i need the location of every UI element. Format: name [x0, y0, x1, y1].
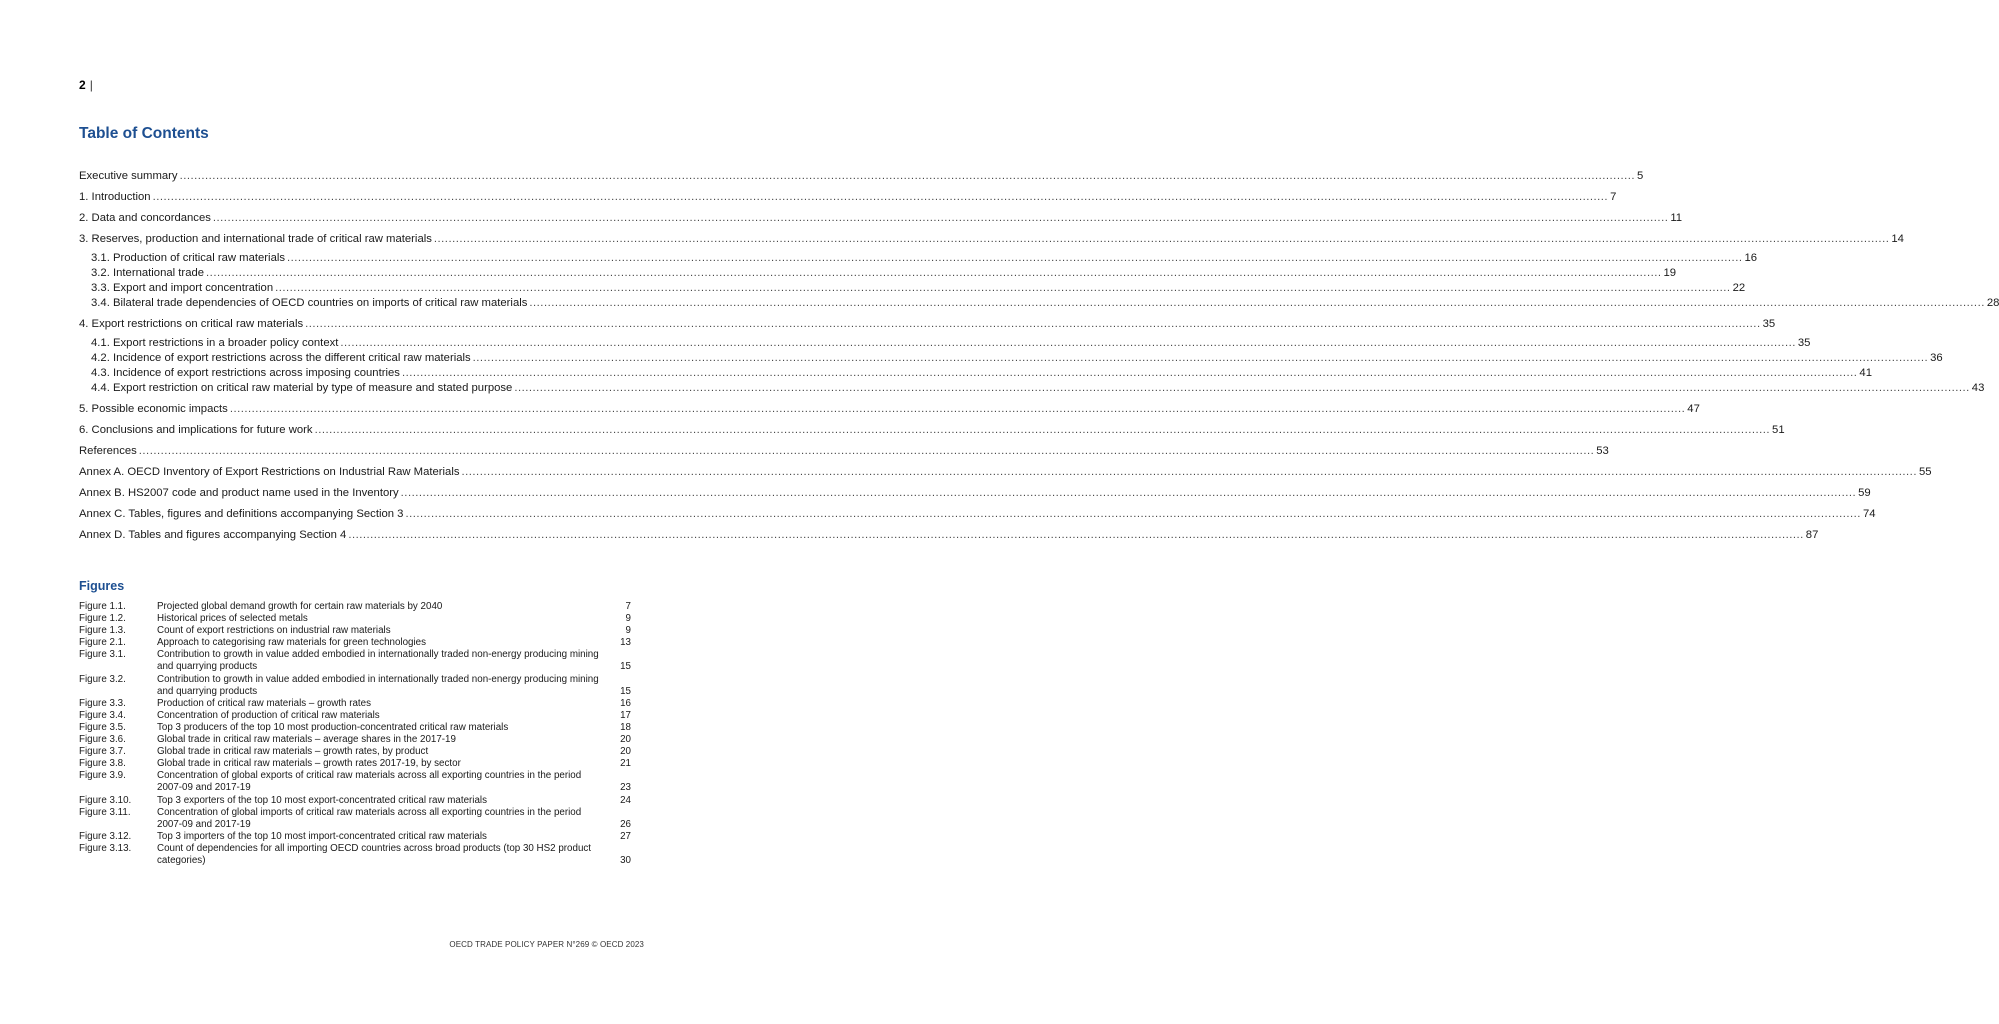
toc-entry-title: Annex B. HS2007 code and product name used in the Inventory [79, 487, 399, 499]
figure-label: Figure 3.9. [79, 770, 126, 782]
toc-entry[interactable] [79, 232, 1904, 247]
figure-page: 23 [620, 782, 631, 794]
figure-label: Figure 3.8. [79, 758, 126, 770]
toc-entry[interactable] [79, 351, 1943, 366]
figure-title: Global trade in critical raw materials – growth rates, by product [157, 746, 429, 758]
toc-leader-dots: ................................................................................................................................................................................................................................................................................................................................................................................................................ [229, 403, 1686, 415]
figure-title: Concentration of global exports of critical raw materials across all exporting countries in the period 2007-09 and 2017-19 [157, 770, 582, 794]
toc-entry[interactable] [79, 251, 1758, 266]
figure-label: Figure 3.1. [79, 649, 126, 661]
toc-entry-title: 5. Possible economic impacts [79, 403, 228, 415]
figure-title: Approach to categorising raw materials for green technologies [157, 637, 427, 649]
figure-page: 26 [620, 818, 631, 830]
toc-leader-dots: ................................................................................................................................................................................................................................................................................................................................................................................................................ [305, 318, 1761, 330]
figure-page: 9 [625, 613, 631, 625]
figure-title: Contribution to growth in value added embodied in internationally traded non-energy producing mining and quarrying products [157, 649, 599, 673]
figure-label: Figure 3.5. [79, 721, 126, 733]
page-number-separator: | [89, 78, 93, 92]
figure-label: Figure 1.3. [79, 625, 126, 637]
figure-page: 18 [620, 721, 631, 733]
toc-leader-dots: ................................................................................................................................................................................................................................................................................................................................................................................................................ [275, 282, 1731, 294]
toc-leader-dots: ................................................................................................................................................................................................................................................................................................................................................................................................................ [400, 487, 1857, 499]
toc-entry-page: 5 [1637, 170, 1644, 182]
toc-entry-page: 51 [1772, 424, 1785, 436]
page-footer: OECD TRADE POLICY PAPER N°269 © OECD 2023 [449, 940, 644, 949]
toc-entry-page: 7 [1610, 191, 1617, 203]
toc-entry[interactable] [79, 266, 1677, 281]
figure-title: Concentration of global imports of critical raw materials across all exporting countries in the period 2007-09 and 2017-19 [157, 806, 582, 830]
toc-leader-dots: ................................................................................................................................................................................................................................................................................................................................................................................................................ [314, 424, 1771, 436]
toc-entry-page: 35 [1762, 318, 1776, 330]
toc-entry-title: 1. Introduction [79, 191, 151, 203]
figure-page: 17 [620, 709, 631, 721]
figure-page: 30 [620, 854, 631, 866]
toc-entry[interactable] [79, 507, 1876, 522]
figure-entry[interactable] [79, 843, 631, 867]
toc-leader-dots: ................................................................................................................................................................................................................................................................................................................................................................................................................ [152, 191, 1609, 203]
toc-entry-title: 2. Data and concordances [79, 212, 211, 224]
figure-label: Figure 1.1. [79, 601, 126, 612]
figure-entry[interactable] [79, 698, 631, 710]
toc-entry[interactable] [79, 381, 1985, 396]
toc-entry[interactable] [79, 486, 1871, 501]
toc-entry-title: 4.4. Export restriction on critical raw material by type of measure and stated purpose [91, 382, 513, 394]
figure-entry[interactable] [79, 601, 631, 613]
figure-entry[interactable] [79, 758, 631, 770]
figure-title: Global trade in critical raw materials – average shares in the 2017-19 [157, 734, 456, 746]
figure-page: 21 [620, 758, 631, 770]
toc-entry[interactable] [79, 169, 1644, 184]
figure-label: Figure 3.13. [79, 842, 132, 854]
toc-leader-dots: ................................................................................................................................................................................................................................................................................................................................................................................................................ [348, 529, 1804, 541]
figure-entry[interactable] [79, 734, 631, 746]
figure-entry[interactable] [79, 710, 631, 722]
toc-entry-title: 6. Conclusions and implications for future work [79, 424, 313, 436]
toc-entry-page: 35 [1797, 337, 1811, 349]
figure-page: 16 [620, 697, 631, 709]
figure-title: Global trade in critical raw materials – growth rates 2017-19, by sector [157, 758, 461, 770]
page-number [79, 78, 93, 92]
toc-entry[interactable] [79, 465, 1932, 480]
toc-entry-title: 3.2. International trade [91, 267, 205, 279]
figure-entry[interactable] [79, 637, 631, 649]
toc-entry-page: 47 [1687, 403, 1700, 415]
figure-title: Top 3 producers of the top 10 most production-concentrated critical raw materials [157, 721, 509, 733]
figure-label: Figure 3.3. [79, 697, 126, 709]
toc-entry-page: 43 [1971, 382, 1985, 394]
figure-label: Figure 3.7. [79, 746, 126, 758]
figure-page: 24 [620, 794, 631, 806]
figure-entry[interactable] [79, 807, 631, 831]
figure-page: 20 [620, 734, 631, 746]
toc-leader-dots: ................................................................................................................................................................................................................................................................................................................................................................................................................ [138, 445, 1595, 457]
toc-leader-dots: ................................................................................................................................................................................................................................................................................................................................................................................................................ [212, 212, 1669, 224]
figure-page: 9 [625, 625, 631, 637]
figure-label: Figure 2.1. [79, 637, 126, 649]
toc-entry[interactable] [79, 444, 1609, 459]
toc-entry-page: 28 [1986, 297, 1999, 309]
toc-entry[interactable] [79, 296, 1999, 311]
toc-entry-title: 3. Reserves, production and international trade of critical raw materials [79, 233, 432, 245]
figures-title: Figures [79, 579, 125, 593]
figure-label: Figure 3.2. [79, 673, 126, 685]
toc-entry-title: Annex D. Tables and figures accompanying Section 4 [79, 529, 347, 541]
toc-entry[interactable] [79, 366, 1872, 381]
toc-entry-title: 3.3. Export and import concentration [91, 282, 274, 294]
toc-entry[interactable] [79, 423, 1785, 438]
page-number-value: 2 [79, 78, 86, 92]
figure-page: 20 [620, 746, 631, 758]
figure-title: Count of dependencies for all importing OECD countries across broad products (top 30 HS2 product categories) [157, 842, 592, 866]
toc-entry-title: References [79, 445, 137, 457]
toc-leader-dots: ................................................................................................................................................................................................................................................................................................................................................................................................................ [405, 508, 1861, 520]
toc-entry-page: 53 [1596, 445, 1609, 457]
toc-entry-page: 74 [1862, 508, 1876, 520]
figure-title: Contribution to growth in value added embodied in internationally traded non-energy producing mining and quarrying products [157, 673, 599, 697]
figure-entry[interactable] [79, 674, 631, 698]
toc-entry-page: 55 [1918, 466, 1932, 478]
figure-title: Production of critical raw materials – growth rates [157, 697, 371, 709]
figure-title: Top 3 importers of the top 10 most import-concentrated critical raw materials [157, 830, 487, 842]
toc-entry[interactable] [79, 211, 1683, 226]
figure-entry[interactable] [79, 831, 631, 843]
figure-entry[interactable] [79, 770, 631, 794]
toc-leader-dots: ................................................................................................................................................................................................................................................................................................................................................................................................................ [287, 252, 1743, 264]
toc-leader-dots: ................................................................................................................................................................................................................................................................................................................................................................................................................ [461, 466, 1917, 478]
figure-entry[interactable] [79, 613, 631, 625]
toc-entry-title: Annex C. Tables, figures and definitions accompanying Section 3 [79, 508, 404, 520]
figure-entry[interactable] [79, 795, 631, 807]
toc-leader-dots: ................................................................................................................................................................................................................................................................................................................................................................................................................ [401, 367, 1858, 379]
toc-entry-page: 11 [1670, 212, 1683, 224]
toc-leader-dots: ................................................................................................................................................................................................................................................................................................................................................................................................................ [433, 233, 1890, 245]
toc-leader-dots: ................................................................................................................................................................................................................................................................................................................................................................................................................ [340, 337, 1796, 349]
toc-entry[interactable] [79, 317, 1776, 332]
toc-leader-dots: ................................................................................................................................................................................................................................................................................................................................................................................................................ [179, 170, 1636, 182]
toc-entry-page: 19 [1663, 267, 1677, 279]
toc-entry-title: 4.2. Incidence of export restrictions across the different critical raw materials [91, 352, 471, 364]
toc-entry-page: 16 [1744, 252, 1758, 264]
figure-entry[interactable] [79, 625, 631, 637]
toc-entry-page: 87 [1805, 529, 1819, 541]
toc-entry[interactable] [79, 190, 1617, 205]
figures-list [79, 601, 631, 867]
toc-entry[interactable] [79, 402, 1700, 417]
toc-leader-dots: ................................................................................................................................................................................................................................................................................................................................................................................................................ [514, 382, 1970, 394]
toc-leader-dots: ................................................................................................................................................................................................................................................................................................................................................................................................................ [472, 352, 1929, 364]
toc-entry[interactable] [79, 281, 1746, 296]
figure-title: Count of export restrictions on industrial raw materials [157, 625, 391, 637]
figure-page: 7 [625, 601, 631, 612]
toc-entry[interactable] [79, 336, 1811, 351]
toc-entry-title: 4. Export restrictions on critical raw materials [79, 318, 304, 330]
figure-label: Figure 3.6. [79, 734, 126, 746]
toc-list [79, 169, 1999, 543]
figure-label: Figure 3.12. [79, 830, 132, 842]
figure-title: Concentration of production of critical raw materials [157, 709, 380, 721]
toc-entry-title: 4.1. Export restrictions in a broader policy context [91, 337, 339, 349]
figure-page: 15 [620, 685, 631, 697]
toc-leader-dots: ................................................................................................................................................................................................................................................................................................................................................................................................................ [206, 267, 1662, 279]
figure-label: Figure 3.4. [79, 709, 126, 721]
toc-entry-title: Annex A. OECD Inventory of Export Restrictions on Industrial Raw Materials [79, 466, 460, 478]
toc-entry-page: 36 [1930, 352, 1943, 364]
figure-entry[interactable] [79, 649, 631, 673]
toc-entry-page: 14 [1891, 233, 1904, 245]
figure-page: 15 [620, 661, 631, 673]
figure-entry[interactable] [79, 722, 631, 734]
figure-label: Figure 3.10. [79, 794, 132, 806]
toc-title: Table of Contents [79, 125, 209, 142]
figure-page: 13 [620, 637, 631, 649]
figure-entry[interactable] [79, 746, 631, 758]
toc-entry[interactable] [79, 528, 1819, 543]
figure-title: Projected global demand growth for certain raw materials by 2040 [157, 601, 443, 612]
toc-entry-page: 59 [1858, 487, 1871, 499]
figure-page: 27 [620, 830, 631, 842]
toc-leader-dots: ................................................................................................................................................................................................................................................................................................................................................................................................................ [529, 297, 1985, 309]
figure-label: Figure 1.2. [79, 613, 126, 625]
figure-title: Historical prices of selected metals [157, 613, 308, 625]
figure-title: Top 3 exporters of the top 10 most export-concentrated critical raw materials [157, 794, 487, 806]
toc-entry-title: 3.4. Bilateral trade dependencies of OECD countries on imports of critical raw materials [91, 297, 528, 309]
toc-entry-page: 22 [1732, 282, 1746, 294]
toc-entry-title: 4.3. Incidence of export restrictions across imposing countries [91, 367, 400, 379]
toc-entry-title: Executive summary [79, 170, 178, 182]
figure-label: Figure 3.11. [79, 806, 131, 818]
toc-entry-title: 3.1. Production of critical raw materials [91, 252, 286, 264]
toc-entry-page: 41 [1859, 367, 1872, 379]
